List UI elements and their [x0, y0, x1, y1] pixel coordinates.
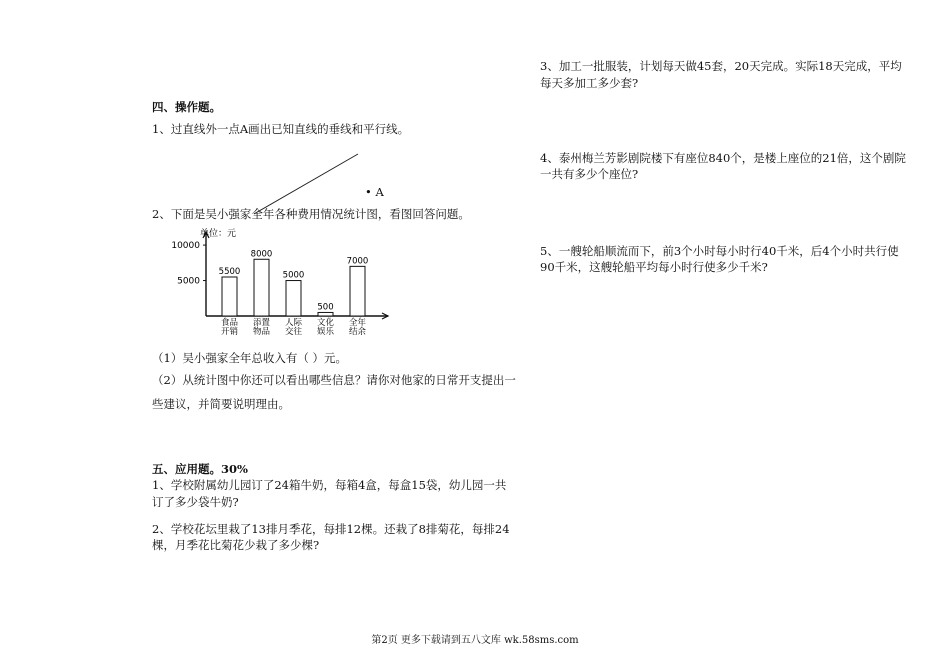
category-label-line1: 添置: [252, 318, 271, 328]
category-label-line1: 食品: [220, 318, 239, 328]
bar-value-label: 8000: [250, 249, 273, 260]
application-2-line-1: 2、学校花坛里栽了13排月季花，每排12棵。还栽了8排菊花，每排24: [152, 522, 510, 536]
bar: [318, 312, 333, 316]
question-4-line-1: 4、泰州梅兰芳影剧院楼下有座位840个，是楼上座位的21倍，这个剧院: [540, 151, 906, 165]
y-tick-label: 5000: [177, 276, 200, 287]
category-label-line2: 开销: [220, 327, 239, 337]
question-5-line-2: 90千米，这艘轮船平均每小时行使多少千米?: [540, 260, 768, 274]
question-3-line-1: 3、加工一批服装，计划每天做45套，20天完成。实际18天完成，平均: [540, 59, 902, 73]
bar: [350, 266, 365, 316]
chart-unit-label: 单位：元: [200, 229, 237, 239]
y-tick-label: 10000: [171, 241, 200, 252]
page-footer: 第2页 更多下载请到五八文库 wk.58sms.com: [371, 635, 579, 646]
category-label-line2: 物品: [252, 327, 271, 337]
bar: [254, 259, 269, 316]
category-label-line1: 文化: [316, 318, 335, 328]
category-label-line1: 人际: [284, 318, 303, 328]
question-3-line-2: 每天多加工多少套?: [540, 76, 639, 90]
section5-heading: 五、应用题。30%: [152, 462, 248, 476]
question-2-sub-2-line-1: （2）从统计图中你还可以看出哪些信息？请你对他家的日常开支提出一: [152, 373, 516, 387]
given-straight-line: [254, 154, 358, 214]
bar-value-label: 5500: [218, 267, 241, 277]
application-1-line-2: 订了多少袋牛奶?: [152, 495, 239, 509]
application-2-line-2: 棵，月季花比菊花少栽了多少棵?: [152, 538, 320, 552]
expense-bar-chart: [170, 228, 410, 340]
bar-value-label: 5000: [282, 270, 305, 281]
bar: [286, 281, 301, 316]
point-a-label: • A: [365, 185, 384, 199]
section4-heading: 四、操作题。: [152, 100, 221, 114]
category-label-line2: 结余: [348, 327, 367, 337]
bar-value-label: 7000: [346, 256, 369, 267]
category-label-line1: 全年: [348, 318, 367, 328]
bar: [222, 277, 237, 316]
question-5-line-1: 5、一艘轮船顺流而下，前3个小时每小时行40千米，后4个小时共行使: [540, 244, 899, 258]
question-2-sub-1: （1）吴小强家全年总收入有（ ）元。: [152, 351, 347, 365]
question-1: 1、过直线外一点A画出已知直线的垂线和平行线。: [152, 122, 410, 136]
question-2-sub-2-line-2: 些建议，并简要说明理由。: [152, 397, 290, 411]
category-label-line2: 交往: [284, 327, 303, 337]
application-1-line-1: 1、学校附属幼儿园订了24箱牛奶，每箱4盒，每盒15袋，幼儿园一共: [152, 478, 507, 492]
bar-value-label: 500: [317, 302, 334, 313]
category-label-line2: 娱乐: [316, 327, 335, 337]
question-2: 2、下面是吴小强家全年各种费用情况统计图，看图回答问题。: [152, 207, 470, 221]
question-4-line-2: 一共有多少个座位?: [540, 167, 639, 181]
